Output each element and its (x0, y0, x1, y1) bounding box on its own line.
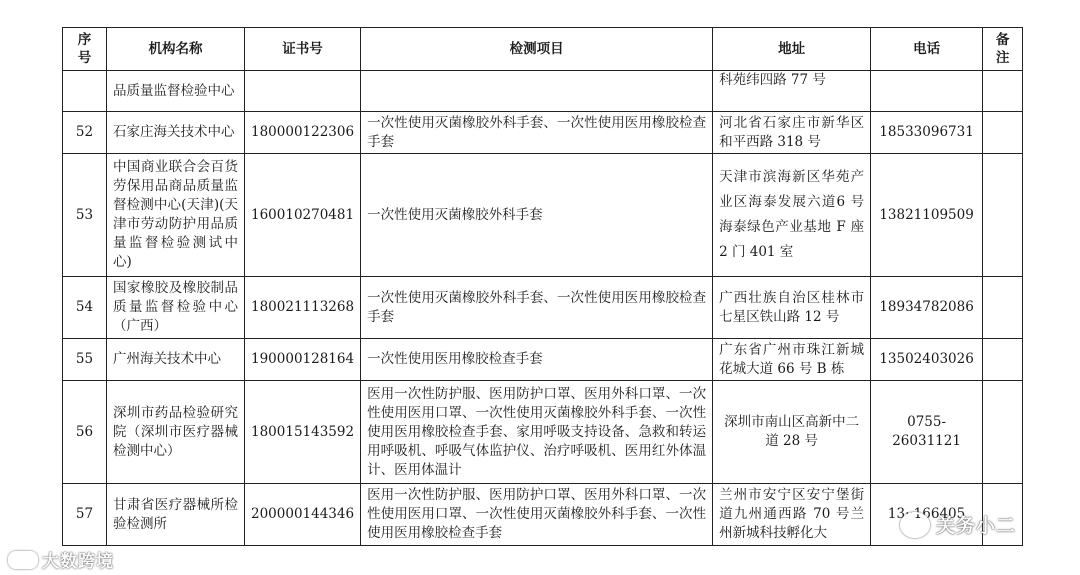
watermark-right (900, 511, 1016, 538)
cell-name: 中国商业联合会百货劳保用品商品质量监督检测中心(天津)(天津市劳动防护用品质量监督检验测试中心) (107, 154, 245, 277)
cell-phone: 13··166405 (871, 484, 983, 546)
weibo-icon (8, 551, 38, 569)
cell-note (983, 71, 1023, 112)
cell-items: 医用一次性防护服、医用防护口罩、医用外科口罩、一次性使用医用口罩、一次性使用灭菌橡胶外科手套、一次性使用医用橡胶检查手套 (361, 484, 713, 546)
cell-cert: 180015143592 (245, 381, 361, 484)
cell-phone: 18533096731 (871, 112, 983, 154)
cell-num: 53 (63, 154, 107, 277)
cell-items: 一次性使用灭菌橡胶外科手套 (361, 154, 713, 277)
header-items: 检测项目 (361, 28, 713, 71)
cell-num: 55 (63, 339, 107, 381)
header-name: 机构名称 (107, 28, 245, 71)
cell-address: 广西壮族自治区桂林市七星区铁山路 12 号 (713, 277, 871, 339)
cell-address: 河北省石家庄市新华区和平西路 318 号 (713, 112, 871, 154)
cell-name: 甘肃省医疗器械所检验检测所 (107, 484, 245, 546)
cell-name: 品质量监督检验中心 (107, 71, 245, 112)
cell-phone: 13502403026 (871, 339, 983, 381)
header-row (63, 28, 1023, 71)
cell-items: 一次性使用灭菌橡胶外科手套、一次性使用医用橡胶检查手套 (361, 112, 713, 154)
cell-note (983, 381, 1023, 484)
table-row (63, 277, 1023, 339)
wechat-icon (900, 512, 930, 538)
cell-name: 深圳市药品检验研究院（深圳市医疗器械检测中心） (107, 381, 245, 484)
cell-note (983, 339, 1023, 381)
cell-items (361, 71, 713, 112)
cell-address: 天津市滨海新区华苑产业区海泰发展六道6 号海泰绿色产业基地 F 座 2 门 401 室 (713, 154, 871, 277)
cell-num: 52 (63, 112, 107, 154)
cell-note (983, 154, 1023, 277)
cell-num: 57 (63, 484, 107, 546)
cell-name: 石家庄海关技术中心 (107, 112, 245, 154)
table-row (63, 339, 1023, 381)
cell-name: 国家橡胶及橡胶制品质量监督检验中心（广西） (107, 277, 245, 339)
cell-phone: 0755-26031121 (871, 381, 983, 484)
table-row (63, 484, 1023, 546)
header-num: 序号 (63, 28, 107, 71)
cell-cert: 160010270481 (245, 154, 361, 277)
table-row (63, 71, 1023, 112)
table-row (63, 154, 1023, 277)
cell-note (983, 112, 1023, 154)
cell-name: 广州海关技术中心 (107, 339, 245, 381)
header-address: 地址 (713, 28, 871, 71)
cell-phone: 13821109509 (871, 154, 983, 277)
cell-num (63, 71, 107, 112)
table-row (63, 381, 1023, 484)
cell-address: 广东省广州市珠江新城花城大道 66 号 B 栋 (713, 339, 871, 381)
cell-cert: 200000144346 (245, 484, 361, 546)
header-note: 备注 (983, 28, 1023, 71)
watermark-left (8, 547, 114, 572)
cell-items: 一次性使用医用橡胶检查手套 (361, 339, 713, 381)
cell-address: 科苑纬四路 77 号 (713, 71, 871, 112)
institution-table (62, 27, 1023, 546)
cell-cert: 180000122306 (245, 112, 361, 154)
cell-num: 56 (63, 381, 107, 484)
header-cert: 证书号 (245, 28, 361, 71)
cell-phone: 18934782086 (871, 277, 983, 339)
cell-items: 一次性使用灭菌橡胶外科手套、一次性使用医用橡胶检查手套 (361, 277, 713, 339)
cell-phone (871, 71, 983, 112)
cell-cert: 190000128164 (245, 339, 361, 381)
cell-address: 兰州市安宁区安宁堡街道九州通西路 70 号兰州新城科技孵化大 (713, 484, 871, 546)
header-phone: 电话 (871, 28, 983, 71)
watermark-right-text: 关务小二 (936, 515, 1017, 537)
cell-items: 医用一次性防护服、医用防护口罩、医用外科口罩、一次性使用医用口罩、一次性使用灭菌橡胶外科手套、一次性使用医用橡胶检查手套、家用呼吸支持设备、急救和转运用呼吸机、呼吸气体监护仪、治疗呼吸机、医用红外体温计、医用体温计 (361, 381, 713, 484)
cell-cert (245, 71, 361, 112)
cell-cert: 180021113268 (245, 277, 361, 339)
watermark-left-text: 大数跨境 (42, 552, 114, 572)
table-row (63, 112, 1023, 154)
cell-note (983, 277, 1023, 339)
cell-address: 深圳市南山区高新中二道 28 号 (713, 381, 871, 484)
cell-num: 54 (63, 277, 107, 339)
